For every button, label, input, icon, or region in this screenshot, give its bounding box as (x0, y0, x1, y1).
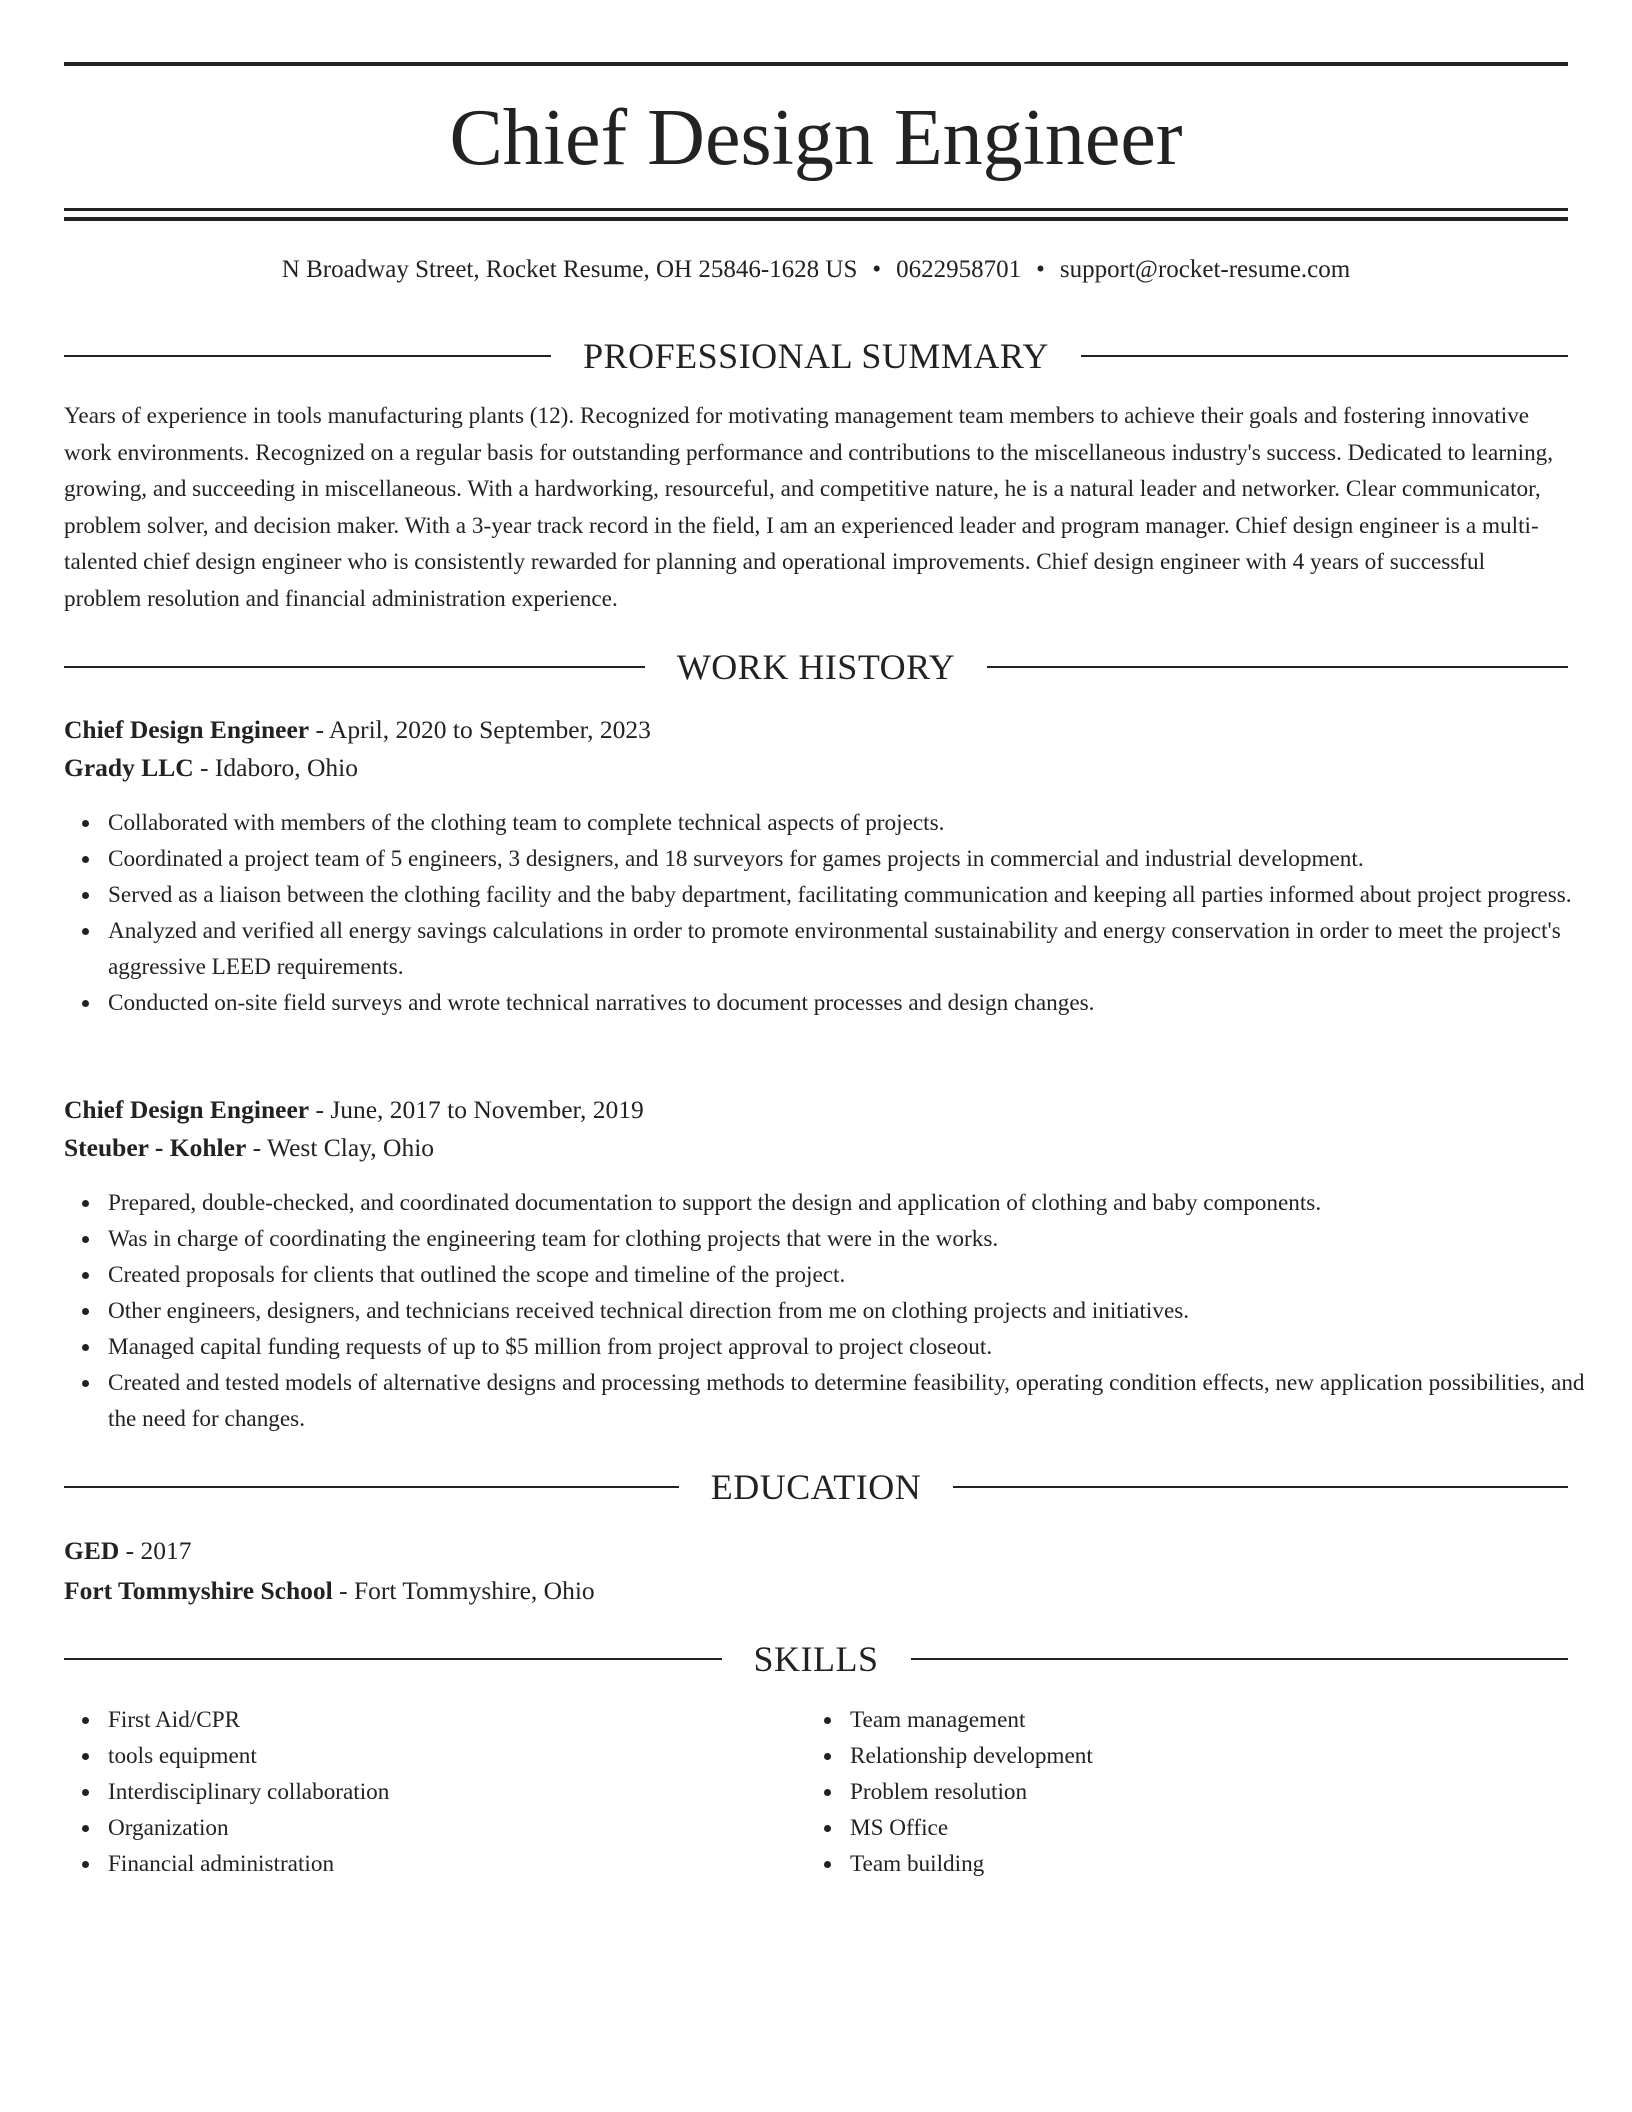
job-dates: - April, 2020 to September, 2023 (309, 715, 651, 744)
job-title-line (64, 711, 1568, 749)
header-double-rule (64, 208, 1568, 221)
section-rule (64, 355, 551, 357)
section-rule (64, 666, 645, 668)
section-rule (64, 1486, 679, 1488)
contact-email: support@rocket-resume.com (1059, 256, 1351, 283)
skill-item: tools equipment (108, 1738, 1612, 1774)
skill-item: Financial administration (108, 1846, 1612, 1882)
resume-title: Chief Design Engineer (449, 94, 1183, 182)
education-location: - Fort Tommyshire, Ohio (332, 1576, 595, 1605)
education-school-line (64, 1572, 1568, 1610)
contact-separator: • (872, 256, 882, 283)
skill-item: Relationship development (850, 1738, 1632, 1774)
job-title-line (64, 1091, 1568, 1129)
section-title: PROFESSIONAL SUMMARY (583, 336, 1049, 376)
skill-item: Team building (850, 1846, 1632, 1882)
job-location: - West Clay, Ohio (246, 1133, 435, 1162)
contact-line (64, 252, 1568, 288)
section-header-skills (64, 1637, 1568, 1681)
skill-item: First Aid/CPR (108, 1702, 1612, 1738)
section-title: SKILLS (753, 1639, 879, 1679)
section-rule (64, 1658, 722, 1660)
job-bullets (64, 805, 1612, 1021)
list-item: Conducted on-site field surveys and wrote technical narratives to document processes and design changes. (108, 985, 1612, 1021)
list-item: Coordinated a project team of 5 engineers, 3 designers, and 18 surveyors for games projects in commercial and industrial development. (108, 841, 1612, 877)
list-item: Served as a liaison between the clothing facility and the baby department, facilitating communication and keeping all parties informed about project progress. (108, 877, 1612, 913)
skills-list-right (806, 1702, 1632, 1882)
list-item: Collaborated with members of the clothing team to complete technical aspects of projects. (108, 805, 1612, 841)
section-rule (911, 1658, 1569, 1660)
education-degree: GED (64, 1536, 120, 1565)
list-item: Created proposals for clients that outlined the scope and timeline of the project. (108, 1257, 1612, 1293)
contact-phone: 0622958701 (896, 256, 1022, 283)
list-item: Was in charge of coordinating the engineering team for clothing projects that were in the works. (108, 1221, 1612, 1257)
job-dates: - June, 2017 to November, 2019 (309, 1095, 644, 1124)
contact-address: N Broadway Street, Rocket Resume, OH 25846-1628 US (281, 256, 858, 283)
job-bullets (64, 1185, 1612, 1437)
header-top-rule (64, 62, 1568, 66)
section-title: WORK HISTORY (676, 647, 956, 687)
job-location: - Idaboro, Ohio (193, 753, 358, 782)
section-rule (953, 1486, 1568, 1488)
job-company-line (64, 1129, 1568, 1167)
skill-item: MS Office (850, 1810, 1632, 1846)
summary-text: Years of experience in tools manufacturing plants (12). Recognized for motivating management team members to achieve their goals and fostering innovative work environments. Recognized on a regular basis for outstanding performance and contributions to the miscellaneous industry's success. Dedicated to learning, growing, and succeeding in miscellaneous. With a hardworking, resourceful, and competitive nature, he is a natural leader and networker. Clear communicator, problem solver, and decision maker. With a 3-year track record in the field, I am an experienced leader and program manager. Chief design engineer is a multi-talented chief design engineer who is consistently rewarded for planning and operational improvements. Chief design engineer with 4 years of successful problem resolution and financial administration experience. (64, 403, 1554, 612)
job-company-line (64, 749, 1568, 787)
contact-separator: • (1036, 256, 1045, 283)
job-title: Chief Design Engineer (64, 715, 310, 744)
list-item: Analyzed and verified all energy savings calculations in order to promote environmental sustainability and energy conservation in order to meet the project's aggressive LEED requirements. (108, 913, 1612, 985)
list-item: Managed capital funding requests of up to $5 million from project approval to project closeout. (108, 1329, 1612, 1365)
section-header-education (64, 1465, 1568, 1509)
job-company: Grady LLC (64, 753, 194, 782)
section-rule (1081, 355, 1568, 357)
list-item: Prepared, double-checked, and coordinated documentation to support the design and application of clothing and baby components. (108, 1185, 1612, 1221)
skill-item: Interdisciplinary collaboration (108, 1774, 1612, 1810)
list-item: Other engineers, designers, and technicians received technical direction from me on clothing projects and initiatives. (108, 1293, 1612, 1329)
education-degree-line (64, 1532, 1568, 1570)
skill-item: Team management (850, 1702, 1632, 1738)
job-title: Chief Design Engineer (64, 1095, 310, 1124)
skill-item: Problem resolution (850, 1774, 1632, 1810)
education-year: - 2017 (119, 1536, 192, 1565)
job-company: Steuber - Kohler (64, 1133, 247, 1162)
skill-item: Organization (108, 1810, 1612, 1846)
section-header-work (64, 645, 1568, 689)
list-item: Created and tested models of alternative designs and processing methods to determine feasibility, operating condition effects, new application possibilities, and the need for changes. (108, 1365, 1612, 1437)
section-title: EDUCATION (710, 1467, 922, 1507)
education-school: Fort Tommyshire School (64, 1576, 333, 1605)
section-header-summary (64, 334, 1568, 378)
section-rule (987, 666, 1568, 668)
